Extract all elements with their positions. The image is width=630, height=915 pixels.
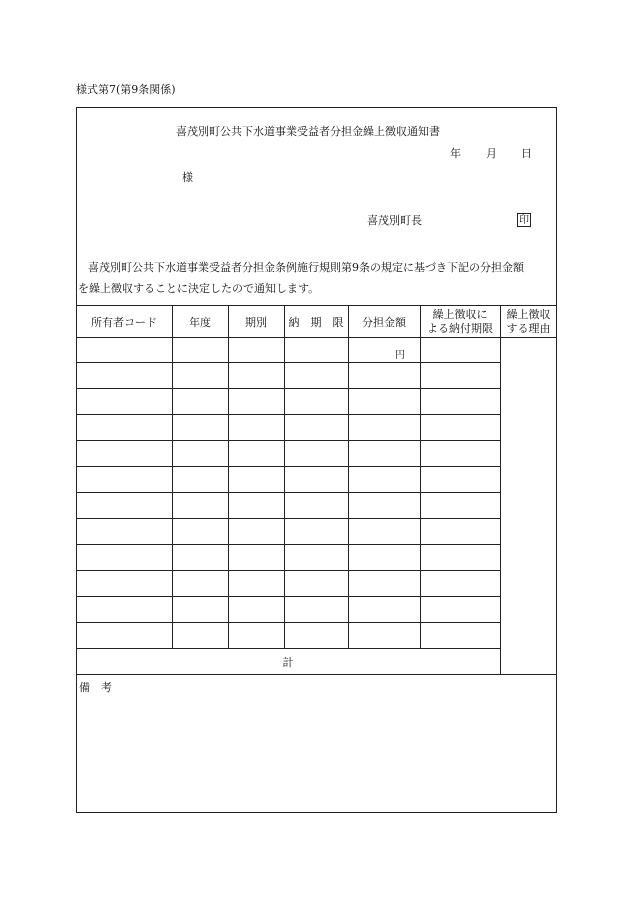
header-amount: 分担金額 xyxy=(362,316,406,329)
form-number-label: 様式第7(第9条関係) xyxy=(76,83,176,96)
header-period: 期別 xyxy=(245,316,267,329)
date-month: 月 xyxy=(486,147,497,160)
header-owner-code: 所有者コード xyxy=(91,316,157,329)
notice-frame xyxy=(76,107,557,813)
header-early-deadline-line-1: 繰上徴収に xyxy=(432,308,488,321)
seal-mark: 印 xyxy=(519,215,529,226)
date-day: 日 xyxy=(521,147,532,160)
document-title: 喜茂別町公共下水道事業受益者分担金繰上徴収通知書 xyxy=(176,125,440,138)
currency-unit: 円 xyxy=(395,350,405,361)
header-fiscal-year: 年度 xyxy=(189,316,211,329)
remarks-label: 備 考 xyxy=(79,681,112,694)
addressee-suffix: 様 xyxy=(182,171,193,184)
issuer-name: 喜茂別町長 xyxy=(367,214,422,227)
header-reason-line-2: する理由 xyxy=(506,322,551,335)
total-label: 計 xyxy=(282,656,294,669)
body-text-line-2: を繰上徴収することに決定したので通知します。 xyxy=(78,282,320,295)
date-year: 年 xyxy=(450,147,461,160)
body-text-line-1: 喜茂別町公共下水道事業受益者分担金条例施行規則第9条の規定に基づき下記の分担金額 xyxy=(88,261,524,274)
header-due-date: 納 期 限 xyxy=(288,316,344,329)
header-early-deadline-line-2: よる納付期限 xyxy=(427,322,493,335)
header-reason-line-1: 繰上徴収 xyxy=(506,308,551,321)
